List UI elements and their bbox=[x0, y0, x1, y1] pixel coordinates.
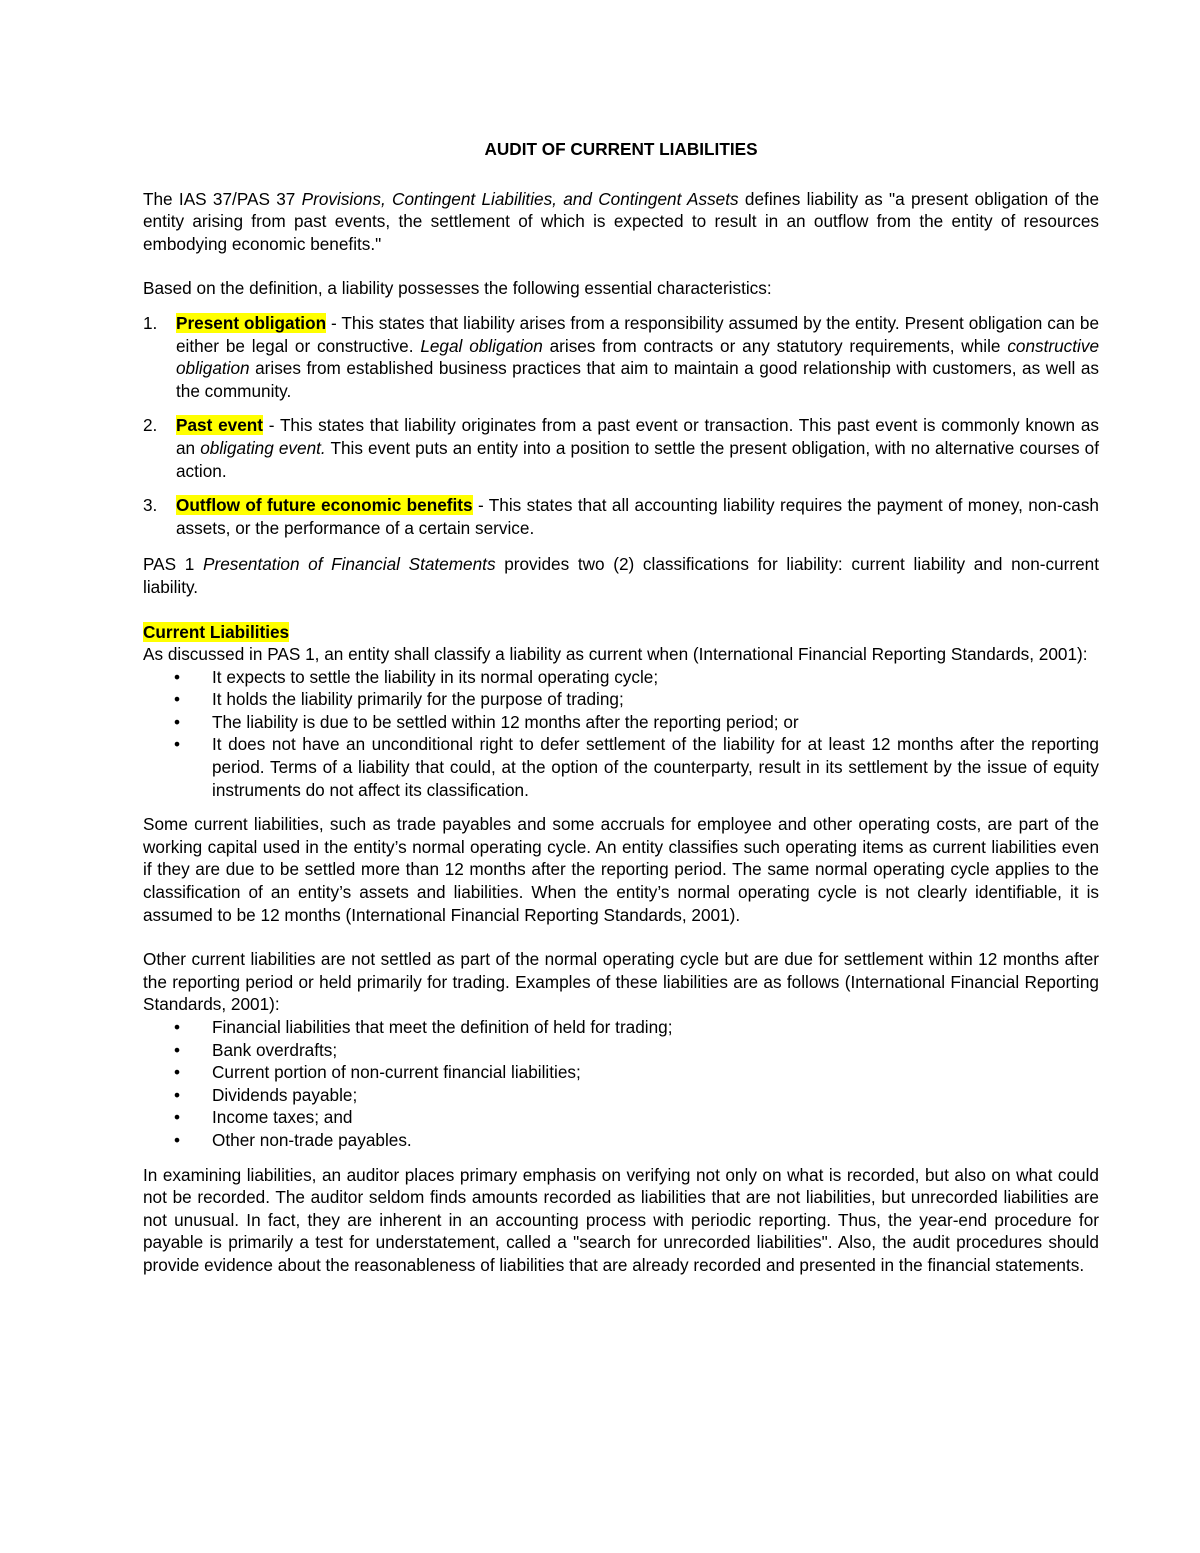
list-item: • It does not have an unconditional right to defer settlement of the liability for at least 12 months after the reporting period. Terms of a liability that could, at the option of the counterparty, result in its settlement by the issue of equity instruments do not affect its classification. bbox=[174, 734, 1099, 800]
list-item: 3. Outflow of future economic benefits - This states that all accounting liability requires the payment of money, non-cash assets, or the performance of a certain service. bbox=[143, 495, 1099, 538]
list-item: • Current portion of non-current financial liabilities; bbox=[174, 1062, 581, 1083]
list-item: • It expects to settle the liability in its normal operating cycle; bbox=[174, 666, 659, 687]
list-item: • Income taxes; and bbox=[174, 1107, 353, 1128]
list-item: • Financial liabilities that meet the definition of held for trading; bbox=[174, 1017, 673, 1037]
list-item: 2. Past event - This states that liability originates from a past event or transaction. This past event is commonly known as an obligating event. This event puts an entity into a position to settle the present obligation, with no alternative courses of action. bbox=[143, 415, 1099, 481]
intro-paragraph: The IAS 37/PAS 37 Provisions, Contingent Liabilities, and Contingent Assets defines liability as "a present obligation of the entity arising from past events, the settlement of which is expected to result in an outflow from the entity of resources embodying economic benefits." bbox=[143, 188, 1100, 254]
current-criteria-list bbox=[143, 666, 1099, 802]
highlighted-term: Present obligation bbox=[176, 312, 327, 333]
list-item: • Other non-trade payables. bbox=[174, 1129, 412, 1150]
page-title: AUDIT OF CURRENT LIABILITIES bbox=[484, 139, 758, 159]
list-item: • Dividends payable; bbox=[174, 1084, 358, 1105]
current-intro-paragraph: As discussed in PAS 1, an entity shall classify a liability as current when (International Financial Reporting Standards, 2001): bbox=[143, 644, 1088, 665]
list-item: • Bank overdrafts; bbox=[174, 1039, 338, 1060]
examining-paragraph: In examining liabilities, an auditor places primary emphasis on verifying not only on what is recorded, but also on what could not be recorded. The auditor seldom finds amounts recorded as liabilities that are not liabilities, but unrecorded liabilities are not unusual. In fact, they are inherent in an accounting process with periodic reporting. Thus, the year-end procedure for payable is primarily a test for understatement, called a "search for unrecorded liabilities". Also, the audit procedures should provide evidence about the reasonableness of liabilities that are already recorded and presented in the financial statements. bbox=[143, 1164, 1099, 1275]
document-page bbox=[143, 138, 1099, 1277]
list-item: • The liability is due to be settled within 12 months after the reporting period; or bbox=[174, 711, 799, 732]
highlighted-term: Past event bbox=[176, 415, 263, 436]
operating-cycle-paragraph: Some current liabilities, such as trade payables and some accruals for employee and other operating costs, are part of the working capital used in the entity’s normal operating cycle. An entity classifies such operating items as current liabilities even if they are due to be settled more than 12 months after the reporting period. The same normal operating cycle applies to the classification of an entity’s assets and liabilities. When the entity’s normal operating cycle is not clearly identifiable, it is assumed to be 12 months (International Financial Reporting Standards, 2001). bbox=[143, 814, 1099, 925]
list-item: 1. Present obligation - This states that liability arises from a responsibility assumed by the entity. Present obligation can be either be legal or constructive. Legal obligation arises from contracts or any statutory requirements, while constructive obligation arises from established business practices that aim to maintain a good relationship with customers, as well as the community. bbox=[143, 312, 1100, 401]
other-liabilities-paragraph: Other current liabilities are not settled as part of the normal operating cycle but are due for settlement within 12 months after the reporting period or held primarily for trading. Examples of these liabilities are as follows (International Financial Reporting Standards, 2001): bbox=[143, 949, 1099, 1015]
section-heading: Current Liabilities bbox=[143, 621, 290, 642]
pas1-paragraph: PAS 1 Presentation of Financial Statements provides two (2) classifications for liability: current liability and non-current liability. bbox=[143, 554, 1099, 597]
characteristics-list bbox=[143, 312, 1099, 539]
based-on-paragraph: Based on the definition, a liability possesses the following essential characteristics: bbox=[143, 278, 772, 299]
list-item: • It holds the liability primarily for the purpose of trading; bbox=[174, 689, 624, 710]
highlighted-term: Outflow of future economic benefits bbox=[176, 495, 473, 516]
other-liabilities-list bbox=[143, 1016, 1099, 1152]
